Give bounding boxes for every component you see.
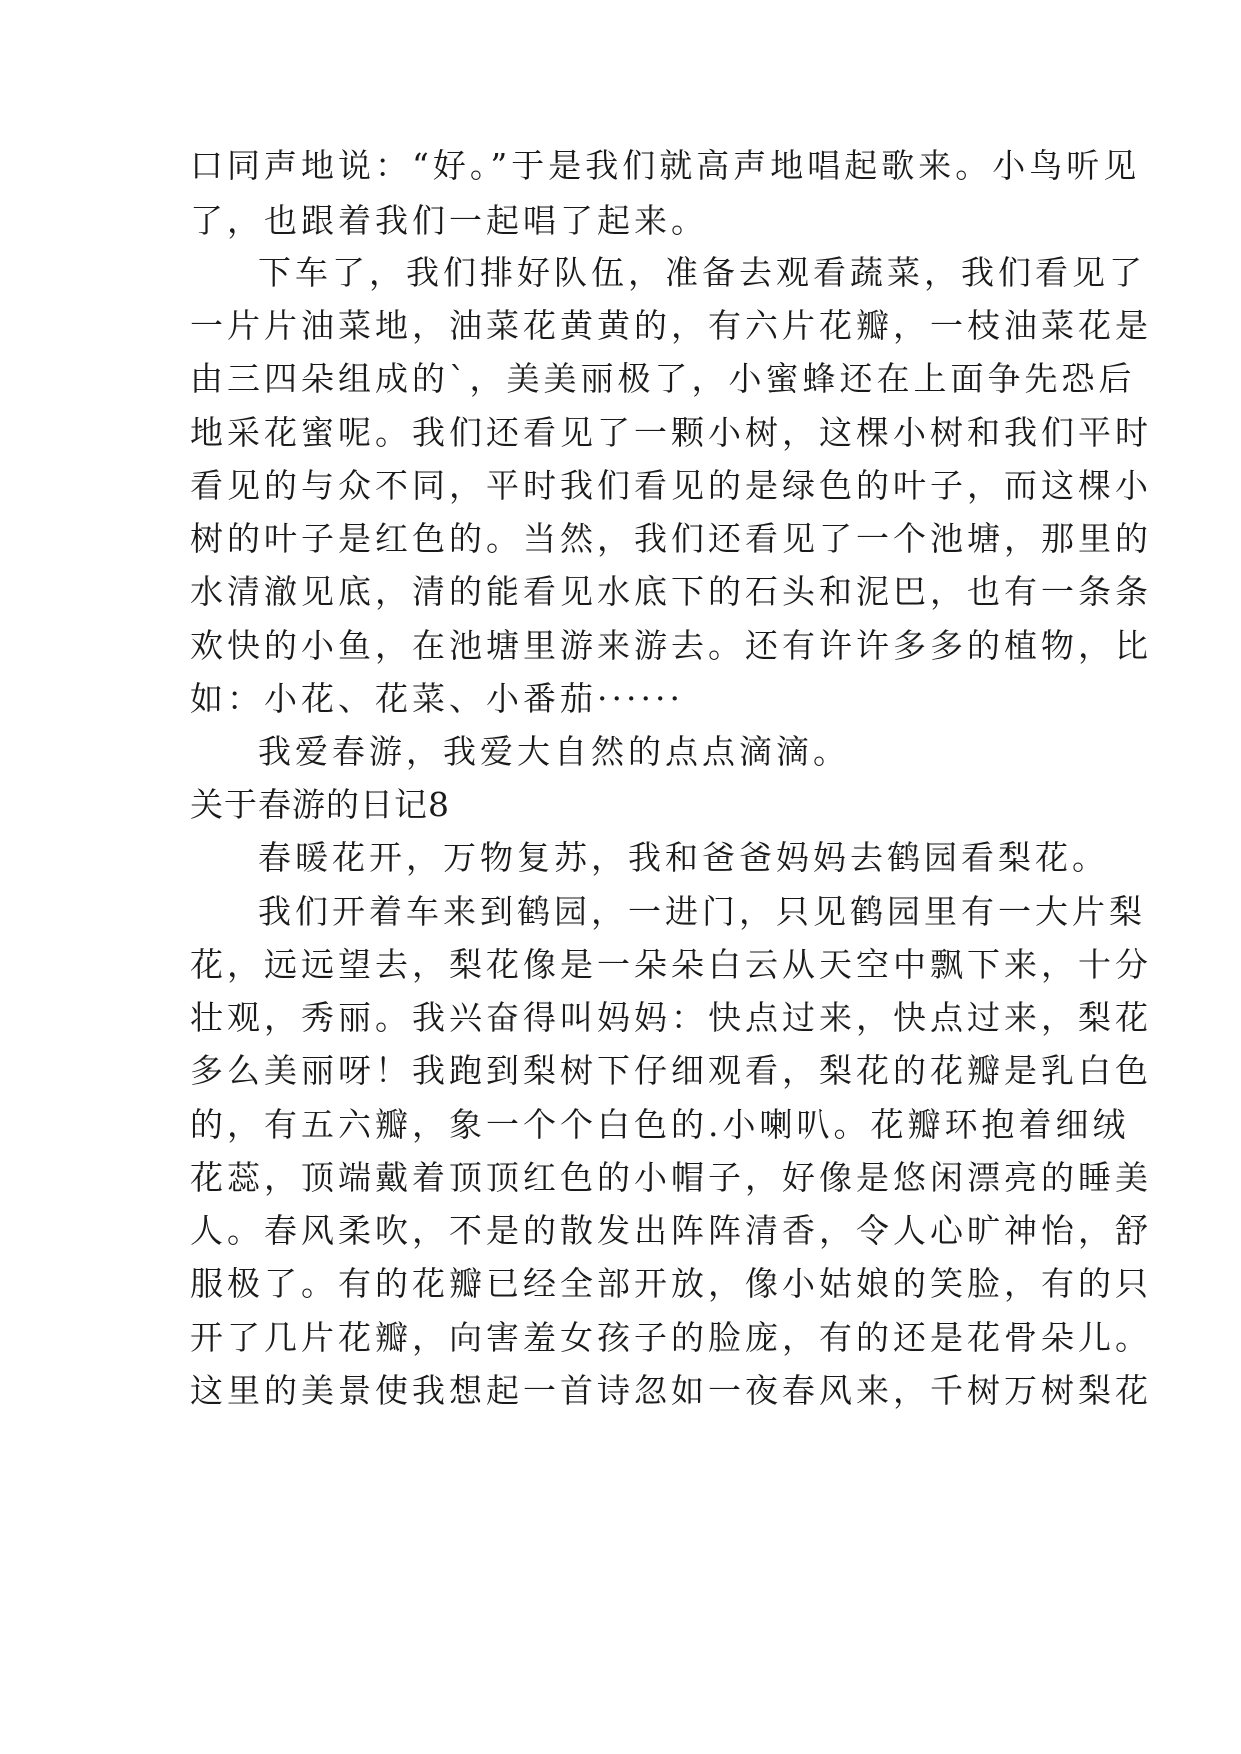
text-line: 下车了，我们排好队伍，准备去观看蔬菜，我们看见了 [258, 253, 1146, 292]
text-line: 开了几片花瓣，向害羞女孩子的脸庞，有的还是花骨朵儿。 [190, 1318, 1152, 1357]
text-line: 花，远远望去，梨花像是一朵朵白云从天空中飘下来，十分 [190, 945, 1152, 984]
text-line: 树的叶子是红色的。当然，我们还看见了一个池塘，那里的 [190, 519, 1152, 558]
text-line: 服极了。有的花瓣已经全部开放，像小姑娘的笑脸，有的只 [190, 1264, 1152, 1303]
text-line: 地采花蜜呢。我们还看见了一颗小树，这棵小树和我们平时 [190, 413, 1152, 452]
text-line: 这里的美景使我想起一首诗忽如一夜春风来，千树万树梨花 [190, 1371, 1152, 1410]
text-line: 一片片油菜地，油菜花黄黄的，有六片花瓣，一枝油菜花是 [190, 306, 1152, 345]
text-line: 的，有五六瓣，象一个个白色的.小喇叭。花瓣环抱着细绒 [190, 1105, 1130, 1144]
text-line: 欢快的小鱼，在池塘里游来游去。还有许许多多的植物，比 [190, 626, 1152, 665]
text-line: 如：小花、花菜、小番茄······ [190, 679, 684, 718]
text-line: 了，也跟着我们一起唱了起来。 [190, 201, 708, 240]
text-line: 看见的与众不同，平时我们看见的是绿色的叶子，而这棵小 [190, 466, 1152, 505]
text-line: 我爱春游，我爱大自然的点点滴滴。 [258, 732, 850, 771]
text-line: 春暖花开，万物复苏，我和爸爸妈妈去鹤园看梨花。 [258, 838, 1109, 877]
text-line: 我们开着车来到鹤园，一进门，只见鹤园里有一大片梨 [258, 892, 1146, 931]
section-heading: 关于春游的日记8 [190, 785, 450, 824]
text-line: 人。春风柔吹，不是的散发出阵阵清香，令人心旷神怡，舒 [190, 1211, 1152, 1250]
text-line: 口同声地说：“好。”于是我们就高声地唱起歌来。小鸟听见 [190, 146, 1141, 185]
text-line: 壮观，秀丽。我兴奋得叫妈妈：快点过来，快点过来，梨花 [190, 998, 1152, 1037]
text-line: 由三四朵组成的`，美美丽极了，小蜜蜂还在上面争先恐后 [190, 359, 1136, 398]
text-line: 水清澈见底，清的能看见水底下的石头和泥巴，也有一条条 [190, 572, 1152, 611]
text-line: 花蕊，顶端戴着顶顶红色的小帽子，好像是悠闲漂亮的睡美 [190, 1158, 1152, 1197]
text-line: 多么美丽呀！我跑到梨树下仔细观看，梨花的花瓣是乳白色 [190, 1051, 1152, 1090]
